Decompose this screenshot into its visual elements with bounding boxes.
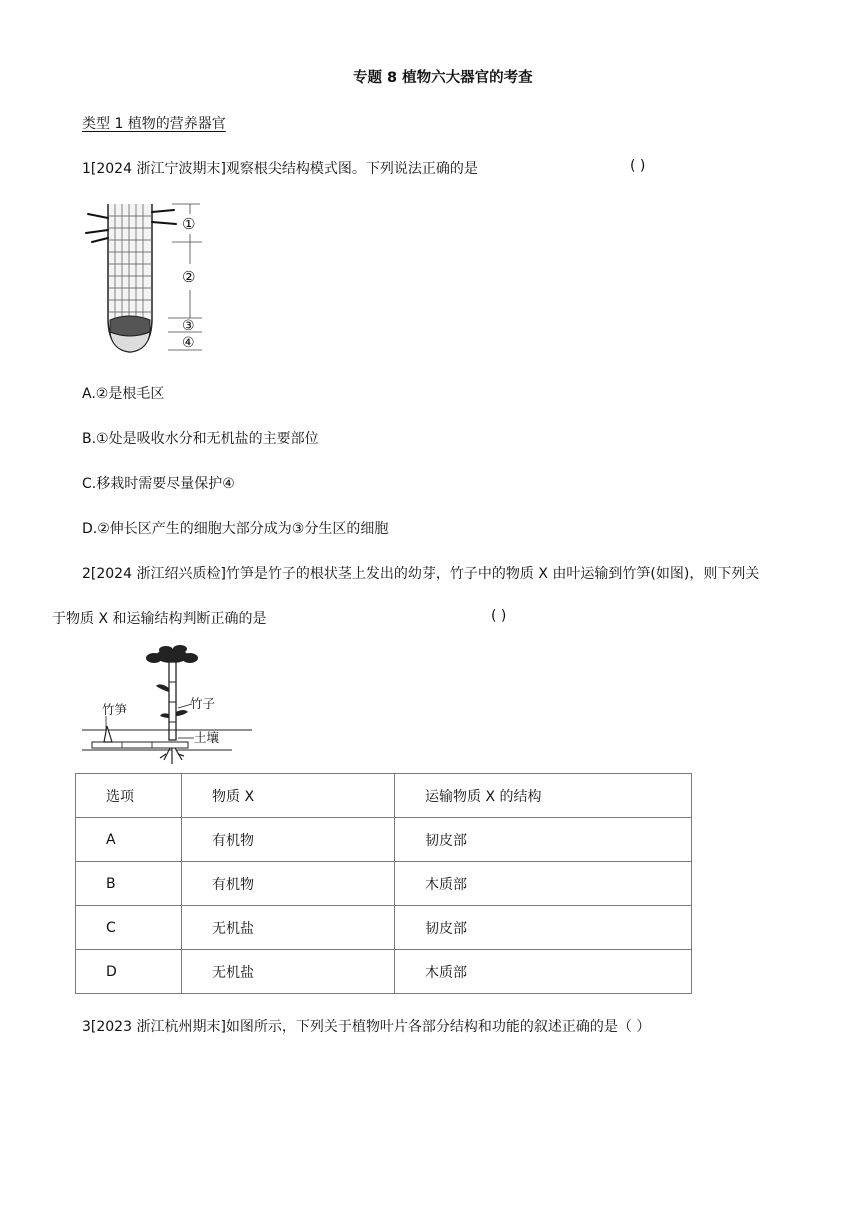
q1-option-a: A.②是根毛区 bbox=[82, 386, 165, 402]
soil-label: 土壤 bbox=[194, 730, 220, 745]
q3-stem: 3[2023 浙江杭州期末]如图所示，下列关于植物叶片各部分结构和功能的叙述正确的是（ ） bbox=[82, 1019, 651, 1035]
table-cell: 韧皮部 bbox=[395, 906, 692, 950]
table-header-row bbox=[76, 774, 692, 818]
bamboo-figure bbox=[82, 642, 252, 770]
q1-stem: 1[2024 浙江宁波期末]观察根尖结构模式图。下列说法正确的是 bbox=[82, 161, 478, 177]
q1-option-c: C.移栽时需要尽量保护④ bbox=[82, 476, 235, 492]
table-cell: 木质部 bbox=[395, 862, 692, 906]
table-row bbox=[76, 950, 692, 994]
q2-options-table bbox=[75, 773, 692, 994]
page-title: 专题 8 植物六大器官的考查 bbox=[353, 70, 533, 86]
q1-option-d: D.②伸长区产生的细胞大部分成为③分生区的细胞 bbox=[82, 521, 389, 537]
table-cell: 有机物 bbox=[182, 862, 395, 906]
section-heading: 类型 1 植物的营养器官 bbox=[82, 116, 226, 132]
root-label-3: ③ bbox=[182, 318, 195, 334]
table-row bbox=[76, 862, 692, 906]
q1-answer-paren: ( ) bbox=[630, 158, 646, 174]
table-cell: 韧皮部 bbox=[395, 818, 692, 862]
table-cell: 有机物 bbox=[182, 818, 395, 862]
q2-stem-line1: 2[2024 浙江绍兴质检]竹笋是竹子的根状茎上发出的幼芽，竹子中的物质 X 由叶运输到竹笋(如图)，则下列关 bbox=[82, 566, 760, 582]
table-header-cell: 选项 bbox=[76, 774, 182, 818]
table-cell: A bbox=[76, 818, 182, 862]
q2-stem-line2: 于物质 X 和运输结构判断正确的是 bbox=[52, 611, 267, 627]
table-cell: B bbox=[76, 862, 182, 906]
bamboo-shoot-label: 竹笋 bbox=[102, 702, 128, 717]
q1-option-b: B.①处是吸收水分和无机盐的主要部位 bbox=[82, 431, 319, 447]
table-header-cell: 运输物质 X 的结构 bbox=[395, 774, 692, 818]
table-cell: 木质部 bbox=[395, 950, 692, 994]
root-label-4: ④ bbox=[182, 335, 195, 351]
root-tip-figure bbox=[82, 200, 212, 360]
table-cell: D bbox=[76, 950, 182, 994]
table-cell: C bbox=[76, 906, 182, 950]
root-label-2: ② bbox=[182, 268, 196, 286]
table-row bbox=[76, 906, 692, 950]
q2-answer-paren: ( ) bbox=[491, 608, 507, 624]
table-cell: 无机盐 bbox=[182, 906, 395, 950]
table-row bbox=[76, 818, 692, 862]
bamboo-label: 竹子 bbox=[190, 696, 216, 711]
table-header-cell: 物质 X bbox=[182, 774, 395, 818]
table-cell: 无机盐 bbox=[182, 950, 395, 994]
root-label-1: ① bbox=[182, 215, 196, 233]
